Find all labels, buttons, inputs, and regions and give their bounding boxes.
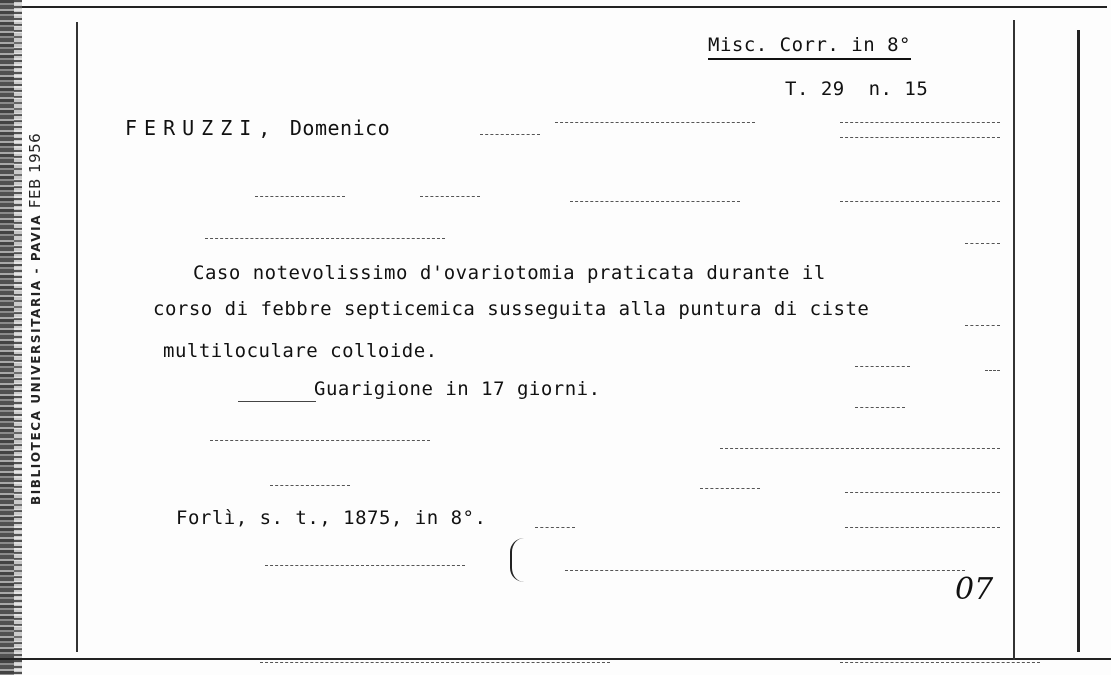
library-stamp xyxy=(26,45,66,505)
pencil-mark xyxy=(510,538,524,582)
author-surname: FERUZZI, xyxy=(125,116,278,140)
ruled-line xyxy=(420,196,480,197)
volume-number: T. 29 n. 15 xyxy=(785,78,929,100)
ruled-line xyxy=(270,485,350,486)
right-margin-line xyxy=(1013,20,1015,660)
bottom-rule xyxy=(0,658,1111,660)
ruled-line xyxy=(840,201,1000,202)
author-heading xyxy=(125,116,390,140)
ruled-line xyxy=(255,196,345,197)
ruled-line xyxy=(205,238,445,239)
ruled-line xyxy=(840,662,1040,663)
left-margin-line xyxy=(76,22,78,652)
ruled-line xyxy=(840,122,1000,123)
ruled-line xyxy=(855,407,905,408)
ruled-line xyxy=(855,366,910,367)
ruled-line xyxy=(845,492,1000,493)
ruled-line xyxy=(260,662,610,663)
ruled-line xyxy=(985,370,1000,371)
title-line-3: multiloculare colloide. xyxy=(163,340,438,362)
ruled-line xyxy=(265,565,465,566)
ruled-line xyxy=(840,137,1000,138)
ruled-line xyxy=(965,325,1000,326)
ruled-line xyxy=(570,201,740,202)
ruled-line xyxy=(720,448,1000,449)
author-given-name: Domenico xyxy=(289,116,391,140)
ruled-line xyxy=(210,440,430,441)
ruled-line xyxy=(845,527,1000,528)
stamp-date: FEB 1956 xyxy=(26,132,44,209)
title-line-4: Guarigione in 17 giorni. xyxy=(314,378,601,400)
title-line-2: corso di febbre septicemica susseguita alla puntura di ciste xyxy=(153,298,870,320)
handwritten-note: 07 xyxy=(955,572,994,607)
ruled-line xyxy=(535,527,575,528)
ruled-line xyxy=(965,243,1000,244)
ruled-line xyxy=(700,488,760,489)
card-right-edge xyxy=(1077,30,1080,652)
top-rule xyxy=(22,6,1107,8)
scan-edge-left-inner xyxy=(14,0,22,675)
stamp-text: BIBLIOTECA UNIVERSITARIA - PAVIA xyxy=(29,213,43,505)
ruled-line xyxy=(480,134,540,135)
ruled-line xyxy=(565,570,965,571)
ruled-line xyxy=(238,401,316,402)
title-line-1: Caso notevolissimo d'ovariotomia praticata durante il xyxy=(193,262,826,284)
imprint: Forlì, s. t., 1875, in 8°. xyxy=(176,507,487,529)
shelfmark: Misc. Corr. in 8° xyxy=(708,34,911,60)
ruled-line xyxy=(555,122,755,123)
